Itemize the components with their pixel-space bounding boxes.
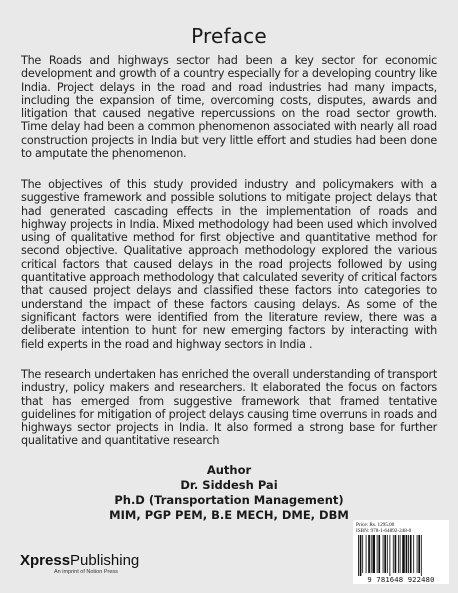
isbn-label: ISBN: 978-1-64892-248-0	[356, 528, 412, 534]
publisher-logo	[20, 552, 140, 583]
publisher-name-bold: Xpress	[20, 552, 71, 569]
preface-title: Preface	[191, 24, 267, 48]
isbn-barcode-box	[353, 520, 449, 584]
publisher-name-regular: Publishing	[70, 552, 140, 569]
preface-paragraph-3: The research undertaken has enriched the overall understanding of transport industry, policy makers and researchers. It elaborated the focus on factors that has emerged from suggestive framework that framed tentative guidelines for mitigation of project delays causing time overruns in roads and highways sector projects in India. It also formed a strong base for further qualitative and quantitative research	[21, 368, 437, 448]
author-name: Dr. Siddesh Pai	[180, 478, 278, 492]
preface-paragraph-2: The objectives of this study provided industry and policymakers with a suggestive framework and possible solutions to mitigate project delays that had generated cascading effects in the implementation of roads and highway projects in India. Mixed methodology had been used which involved using of qualitative method for first objective and quantitative method for second objective. Qualitative approach methodology explored the various critical factors that caused delays in the road projects followed by using quantitative approach methodology that calculated severity of critical factors that caused project delays and classified these factors into categories to understand the impact of these factors causing delays. As some of the significant factors were identified from the literature review, there was a deliberate intention to hunt for new emerging factors by interacting with field experts in the road and highway sectors in India .	[21, 178, 437, 351]
author-block	[0, 463, 458, 523]
author-heading: Author	[206, 463, 252, 477]
author-degree: Ph.D (Transportation Management)	[114, 493, 344, 507]
preface-paragraph-1: The Roads and highways sector had been a key sector for economic development and growth of a country especially for a developing country like India. Project delays in the road and road industries had many impacts, including the expansion of time, overcoming costs, disputes, awards and litigation that caused negative repercussions on the road sector growth. Time delay had been a common phenomenon associated with nearly all road construction projects in India but very little effort and studies had been done to amputate the phenomenon.	[21, 54, 438, 161]
barcode-digits: 9 781648 922480	[367, 575, 435, 584]
author-qualifications: MIM, PGP PEM, B.E MECH, DME, DBM	[109, 508, 349, 522]
price-label: Price: Rs. 1295.00	[356, 522, 395, 528]
barcode-icon	[356, 535, 446, 576]
publisher-tagline: An imprint of Notion Press	[54, 569, 118, 575]
